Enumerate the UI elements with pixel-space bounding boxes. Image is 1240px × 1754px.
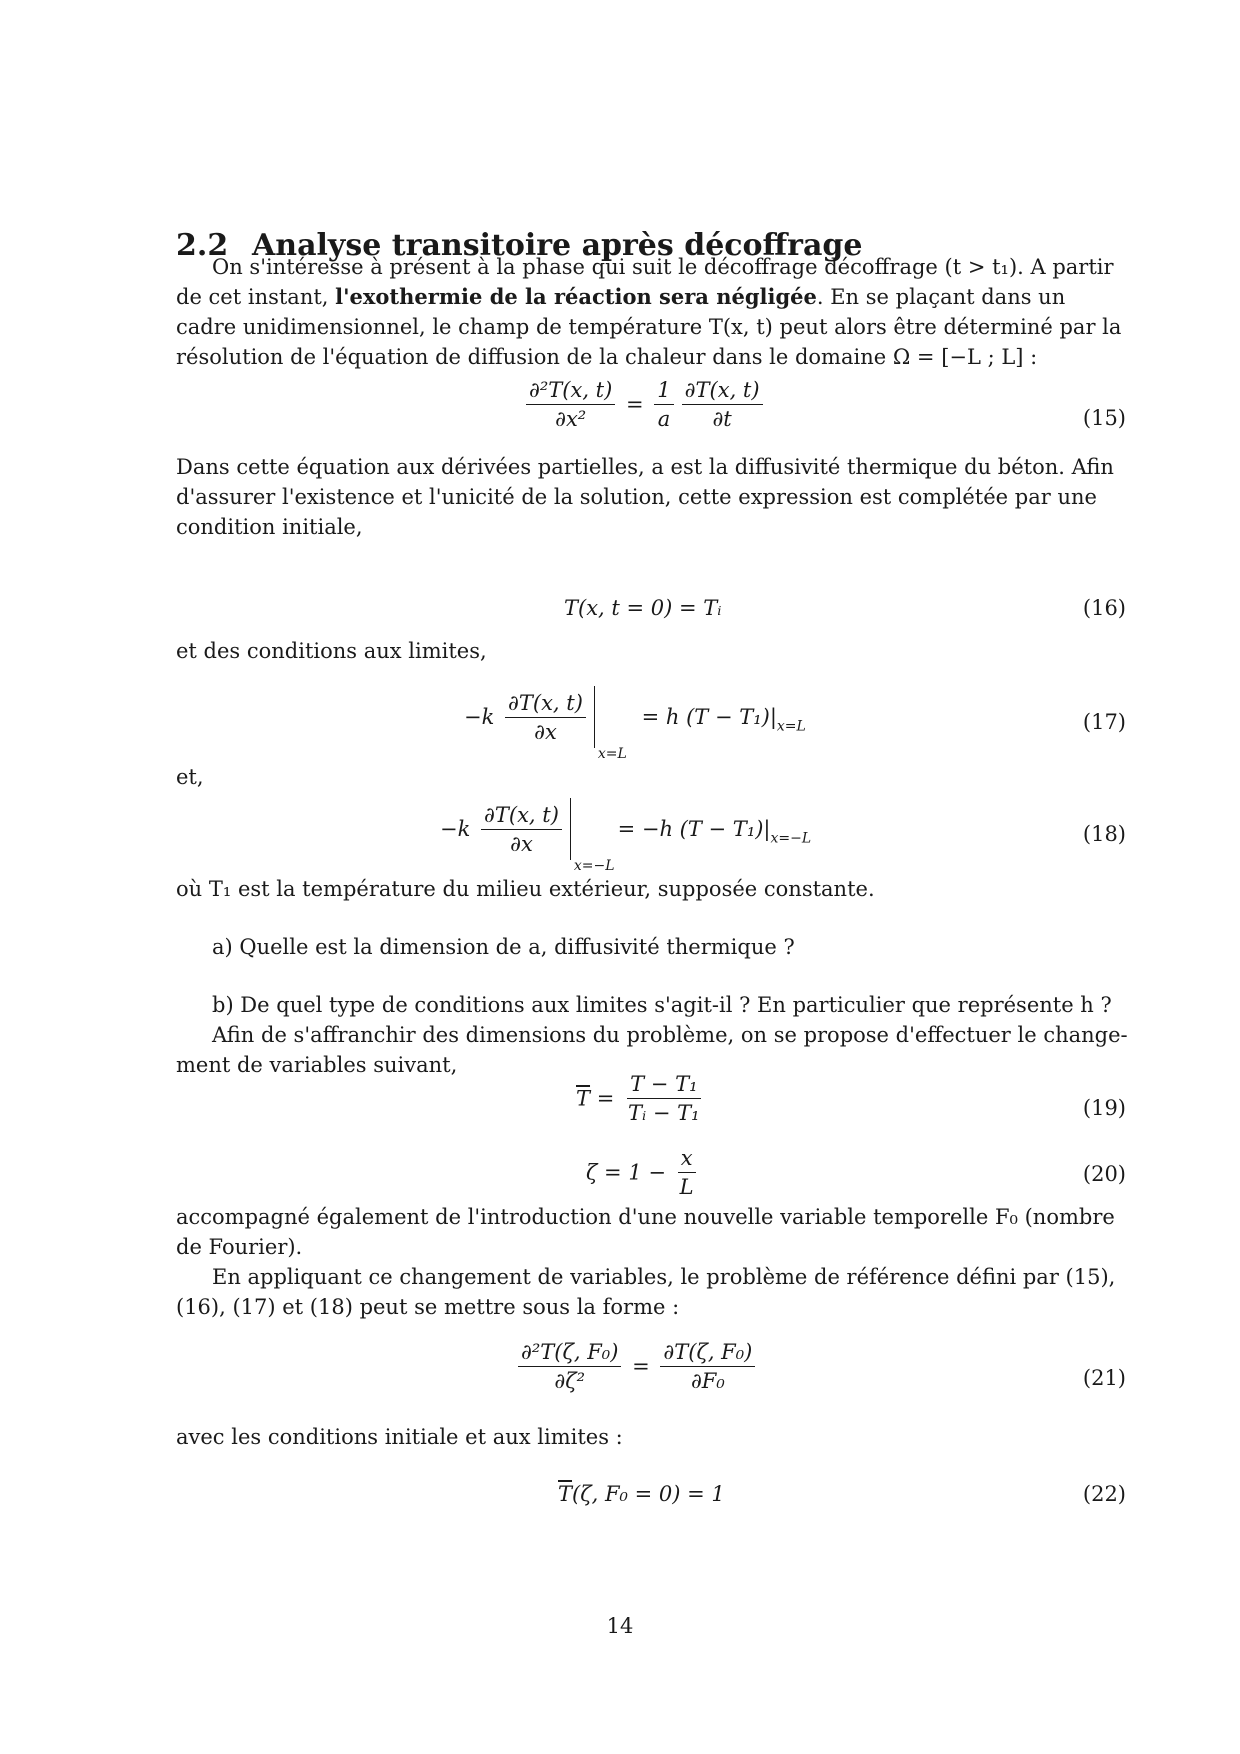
equation-19 — [176, 1072, 1126, 1144]
eq18-fraction — [481, 803, 562, 856]
section-title: Analyse transitoire après décoffrage — [252, 228, 863, 263]
equation-19-body: $\overline{T}$ = $\frac{\text{T − T₁}}{\text{Tᵢ − T₁}}$ — [576, 1072, 707, 1125]
equation-21 — [176, 1340, 1126, 1418]
p7-line-2: de Fourier). — [176, 1235, 303, 1259]
eq19-lhs: $\overline{T}$ — [576, 1086, 591, 1111]
intro-paragraph — [176, 252, 1126, 372]
equation-15-tag: (15) — [1082, 406, 1126, 430]
paragraph-4: et, — [176, 765, 204, 789]
p2-line-1: Dans cette équation aux dérivées partielles, a est la diffusivité thermique du béton. Afin — [176, 455, 1114, 479]
equation-19-tag: (19) — [1082, 1096, 1126, 1120]
question-b: b) De quel type de conditions aux limites s'agit-il ? En particulier que représente h ? — [212, 993, 1112, 1017]
p6-line-1: Afin de s'affranchir des dimensions du problème, on se propose d'effectuer le change- — [212, 1023, 1128, 1047]
eq18-num: ∂T(x, t) — [481, 803, 562, 830]
paragraph-7 — [176, 1202, 1126, 1262]
intro-line-4: résolution de l'équation de diffusion de la chaleur dans le domaine Ω = [−L ; L] : — [176, 345, 1038, 369]
paragraph-2 — [176, 452, 1126, 542]
eq17-eval-at: x=L — [597, 746, 627, 762]
equation-22-body — [558, 1482, 725, 1506]
intro-line-1: On s'intéresse à présent à la phase qui suit le décoffrage décoffrage (t > t₁). A partir — [212, 255, 1114, 279]
eq17-fraction — [505, 691, 586, 744]
equation-15-body: $\frac{\text{∂²T(x, t)}}{\text{∂x²}}$ = $\frac{1}{a}$ $\frac{\partial T(x, t)}{\partial t}$ — [522, 378, 767, 431]
eq18-rhs-at: x=−L — [770, 830, 812, 847]
equation-17-tag: (17) — [1082, 710, 1126, 734]
eq15-rhs-fraction — [682, 378, 763, 431]
equation-16-tag: (16) — [1082, 596, 1126, 620]
equation-16 — [176, 596, 1126, 628]
eq15-rhs-num: ∂T(x, t) — [682, 378, 763, 405]
p6-line-2: ment de variables suivant, — [176, 1053, 458, 1077]
eq17-evaluation-bar — [594, 686, 635, 762]
eq21-rhs-fraction — [660, 1340, 755, 1393]
equation-16-body: T(x, t = 0) = Tᵢ — [564, 596, 722, 620]
equation-18 — [176, 798, 1126, 882]
p8-line-2: (16), (17) et (18) peut se mettre sous la forme : — [176, 1295, 680, 1319]
paragraph-8 — [176, 1262, 1126, 1322]
eq15-lhs-num: ∂²T(x, t) — [526, 378, 615, 405]
eq22-lhs: $\overline{T}$ — [558, 1482, 573, 1506]
equation-21-body: $\frac{\text{∂²T(ζ, F₀)}}{\text{∂ζ²}}$ = $\frac{\text{∂T(ζ, F₀)}}{\text{∂F₀}}$ — [514, 1340, 759, 1393]
eq22-rest: (ζ, F₀ = 0) = 1 — [572, 1482, 725, 1506]
intro-line-2-post: . En se plaçant dans un — [816, 285, 1066, 309]
equation-21-tag: (21) — [1082, 1366, 1126, 1390]
intro-line-2-pre: de cet instant, — [176, 285, 336, 309]
eq15-coef-den: a — [657, 407, 671, 431]
question-a: a) Quelle est la dimension de a, diffusivité thermique ? — [212, 935, 795, 959]
eq15-lhs-fraction — [526, 378, 615, 431]
paragraph-9: avec les conditions initiale et aux limites : — [176, 1425, 623, 1449]
eq20-den: L — [679, 1175, 694, 1199]
equation-22 — [176, 1482, 1126, 1514]
intro-line-3: cadre unidimensionnel, le champ de température T(x, t) peut alors être déterminé par la — [176, 315, 1122, 339]
equation-17-body — [464, 686, 806, 762]
equation-20-tag: (20) — [1082, 1162, 1126, 1186]
eq18-rhs: = −h (T − T₁)| — [617, 817, 771, 841]
equation-18-tag: (18) — [1082, 822, 1126, 846]
equation-17 — [176, 686, 1126, 770]
eq17-num: ∂T(x, t) — [505, 691, 586, 718]
equation-15 — [176, 378, 1126, 458]
section-number: 2.2 — [176, 228, 229, 263]
eq15-lhs-den: ∂x² — [555, 407, 587, 431]
eq20-num: x — [678, 1146, 696, 1173]
eq15-coef-num: 1 — [654, 378, 673, 405]
eq17-rhs-at: x=L — [776, 718, 806, 735]
eq15-coef-fraction — [654, 378, 673, 431]
paragraph-6 — [176, 1020, 1126, 1080]
eq21-rhs-num: ∂T(ζ, F₀) — [660, 1340, 755, 1367]
eq15-rhs-den: ∂t — [712, 407, 732, 431]
eq21-lhs-fraction — [518, 1340, 621, 1393]
equation-20-body — [586, 1146, 701, 1199]
eq21-lhs-den: ∂ζ² — [554, 1369, 586, 1393]
paragraph-3: et des conditions aux limites, — [176, 639, 487, 663]
eq17-den: ∂x — [534, 719, 557, 744]
eq19-den: Tᵢ − T₁ — [628, 1101, 700, 1125]
eq21-rhs-den: ∂F₀ — [690, 1369, 725, 1393]
eq20-fraction — [677, 1146, 697, 1199]
eq19-num: T − T₁ — [627, 1072, 700, 1099]
eq17-rhs: = h (T − T₁)| — [641, 705, 777, 729]
p2-line-2: d'assurer l'existence et l'unicité de la solution, cette expression est complétée par une — [176, 485, 1097, 509]
eq18-eval-at: x=−L — [573, 858, 615, 874]
equation-22-tag: (22) — [1082, 1482, 1126, 1506]
paragraph-5: où T₁ est la température du milieu extérieur, supposée constante. — [176, 877, 875, 901]
eq21-lhs-num: ∂²T(ζ, F₀) — [518, 1340, 621, 1367]
page-number: 14 — [606, 1614, 634, 1638]
equation-18-body — [440, 798, 812, 874]
intro-line-2 — [176, 282, 1126, 312]
eq19-fraction — [625, 1072, 703, 1125]
eq18-evaluation-bar — [570, 798, 615, 874]
p8-line-1: En appliquant ce changement de variables, le problème de référence défini par (15), — [212, 1265, 1116, 1289]
eq17-prefix: −k — [464, 705, 495, 729]
p2-line-3: condition initiale, — [176, 515, 363, 539]
eq18-den: ∂x — [510, 831, 533, 856]
eq20-lhs: ζ = 1 − — [586, 1160, 666, 1185]
p7-line-1: accompagné également de l'introduction d'une nouvelle variable temporelle F₀ (nombre — [176, 1205, 1115, 1229]
equation-20 — [176, 1146, 1126, 1210]
eq18-prefix: −k — [440, 817, 471, 841]
intro-bold-phrase: l'exothermie de la réaction sera négligée — [335, 284, 817, 309]
